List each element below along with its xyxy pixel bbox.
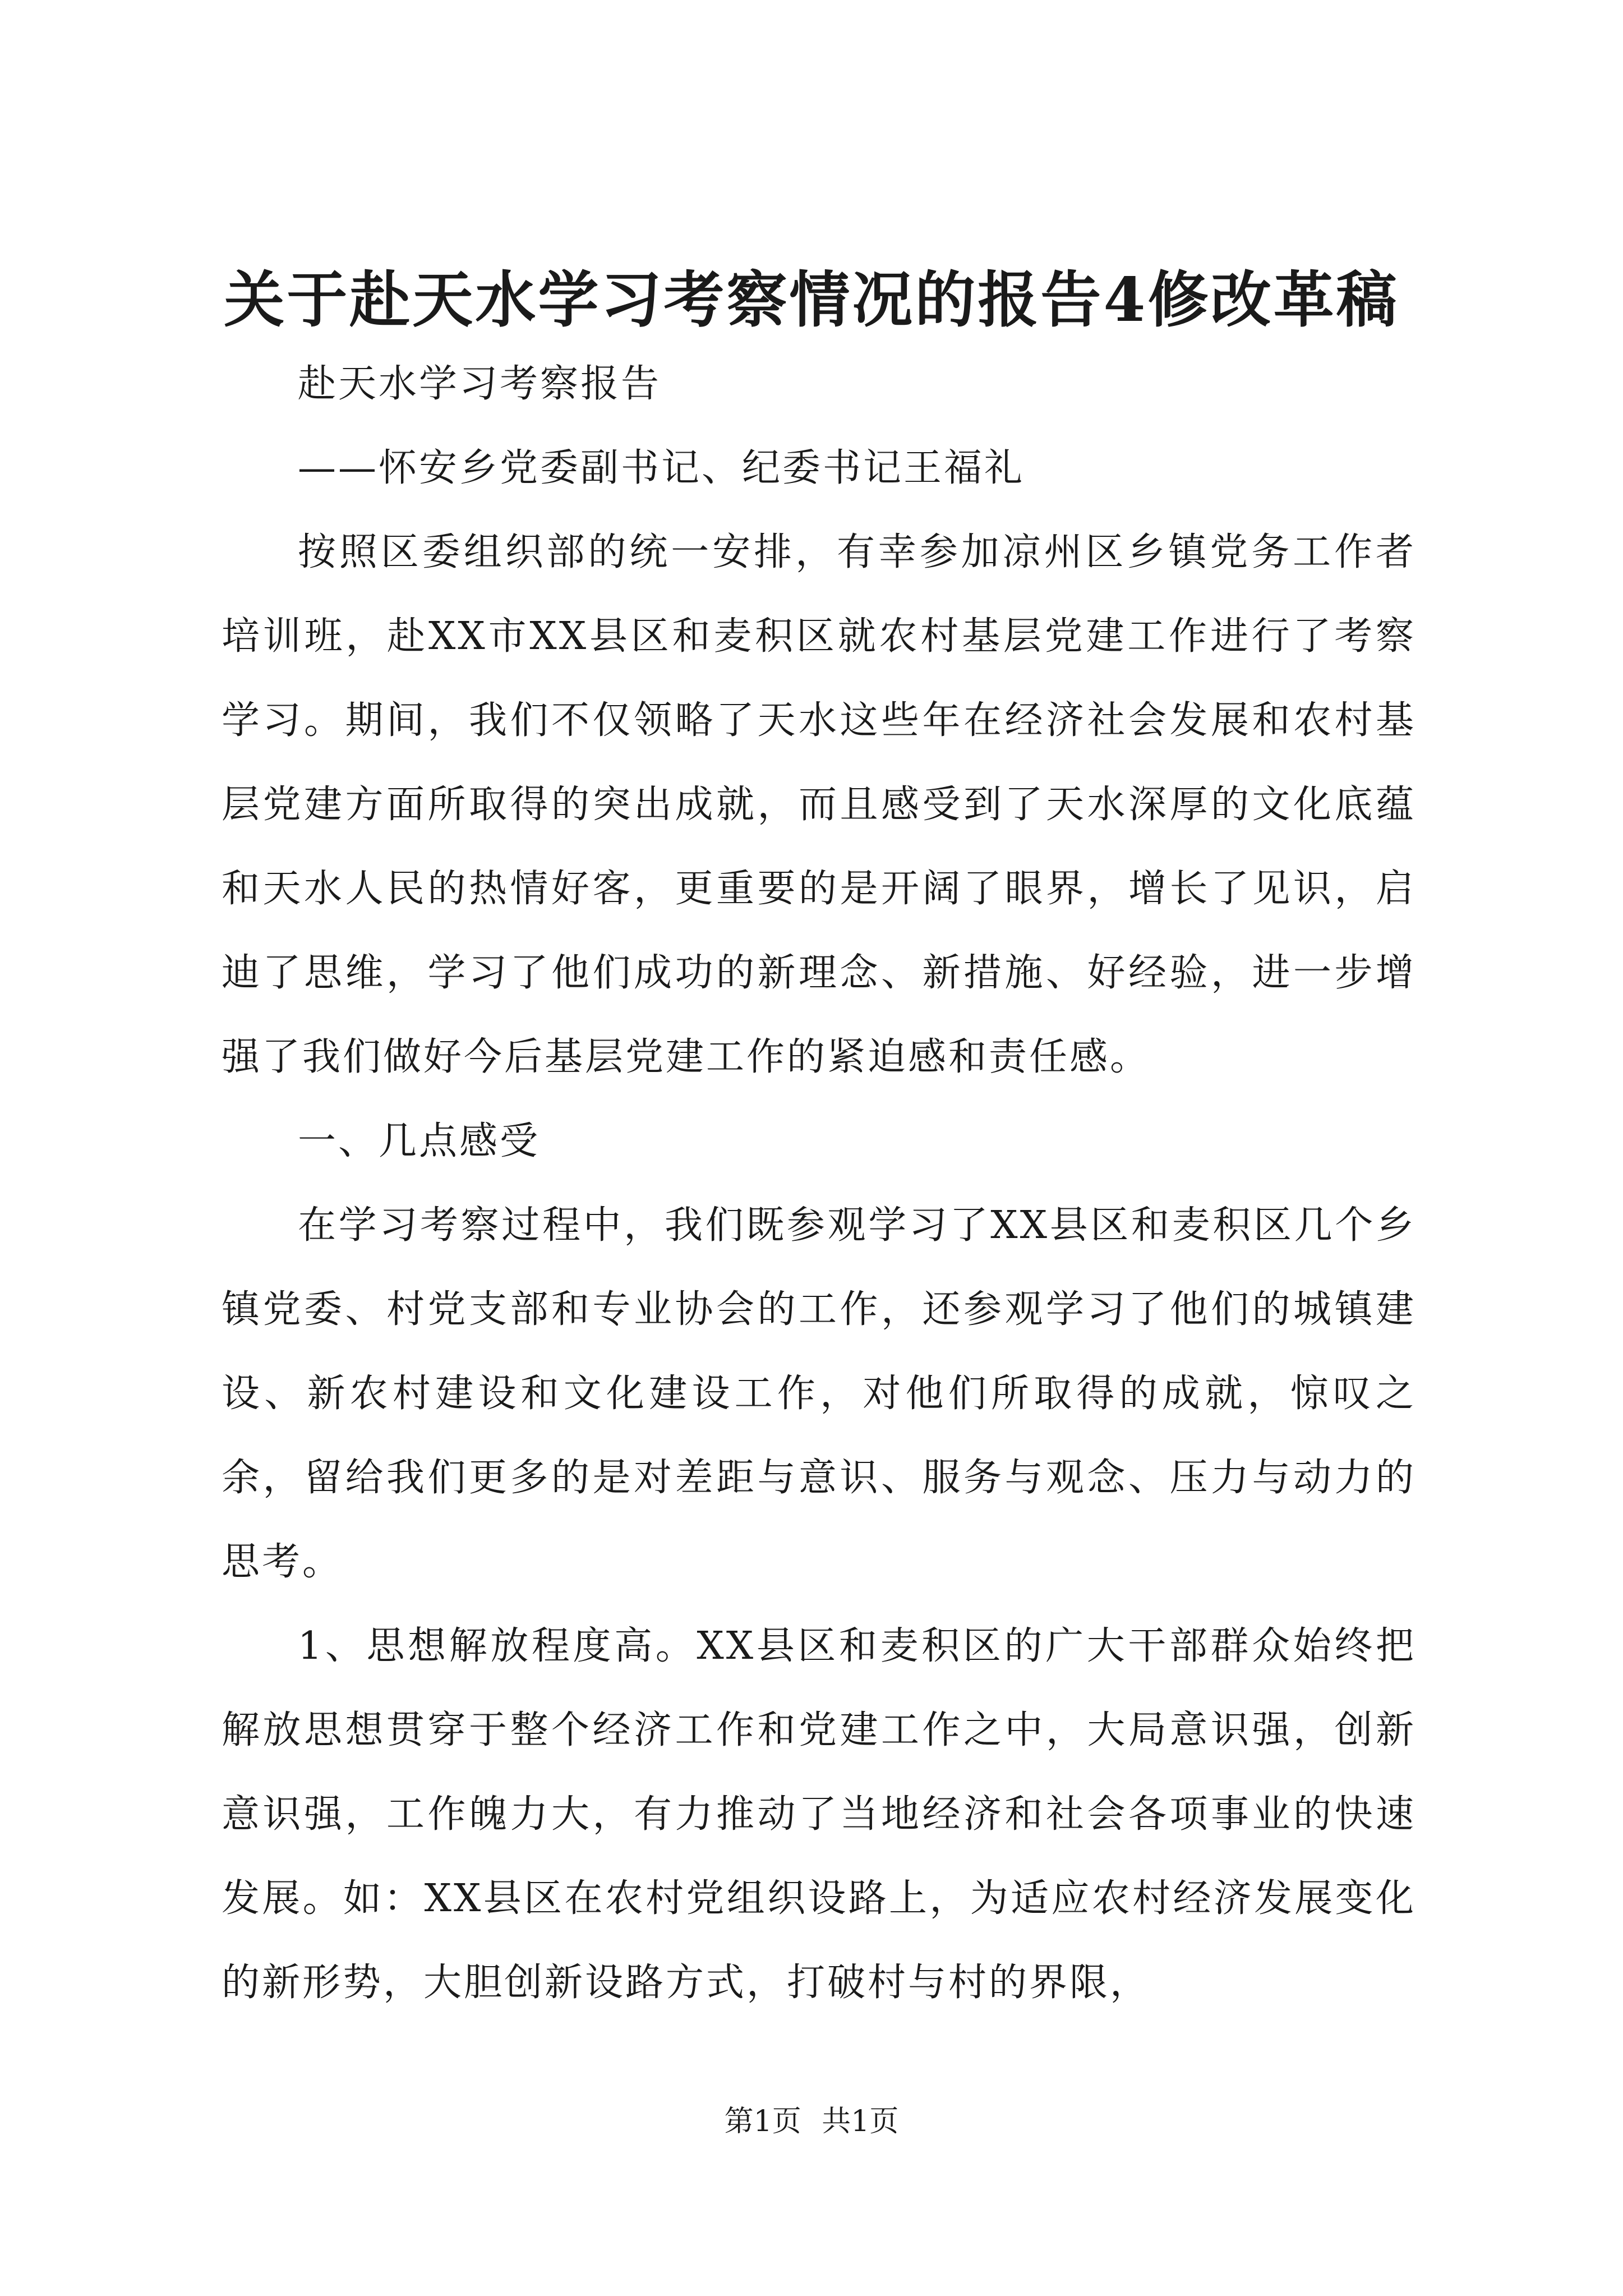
intro-paragraph: 按照区委组织部的统一安排，有幸参加凉州区乡镇党务工作者培训班，赴XX市XX县区和麦积区就农村基层党建工作进行了考察学习。期间，我们不仅领略了天水这些年在经济社会发展和农村基层党建方面所取得的突出成就，而且感受到了天水深厚的文化底蕴和天水人民的热情好客，更重要的是开阔了眼界，增长了见识，启迪了思维，学习了他们成功的新理念、新措施、好经验，进一步增强了我们做好今后基层党建工作的紧迫感和责任感。 bbox=[222, 530, 1416, 1079]
page-number: 第1页 bbox=[724, 2105, 801, 2138]
document-body bbox=[222, 342, 1416, 2025]
point-one-paragraph: 1、思想解放程度高。XX县区和麦积区的广大干部群众始终把解放思想贯穿于整个经济工作和党建工作之中，大局意识强，创新意识强，工作魄力大，有力推动了当地经济和社会各项事业的快速发展。如：XX县区在农村党组织设路上，为适应农村经济发展变化的新形势，大胆创新设路方式，打破村与村的界限， bbox=[222, 1624, 1416, 2005]
page-footer bbox=[0, 2099, 1623, 2144]
subtitle-paragraph: 赴天水学习考察报告 bbox=[298, 362, 662, 406]
author-line: ——怀安乡党委副书记、纪委书记王福礼 bbox=[298, 446, 1025, 490]
section-paragraph: 在学习考察过程中，我们既参观学习了XX县区和麦积区几个乡镇党委、村党支部和专业协会的工作，还参观学习了他们的城镇建设、新农村建设和文化建设工作，对他们所取得的成就，惊叹之余，留给我们更多的是对差距与意识、服务与观念、压力与动力的思考。 bbox=[222, 1203, 1416, 1584]
total-pages: 共1页 bbox=[822, 2105, 899, 2138]
section-heading: 一、几点感受 bbox=[298, 1119, 541, 1163]
document-title: 关于赴天水学习考察情况的报告4修改革稿 bbox=[224, 265, 1399, 335]
